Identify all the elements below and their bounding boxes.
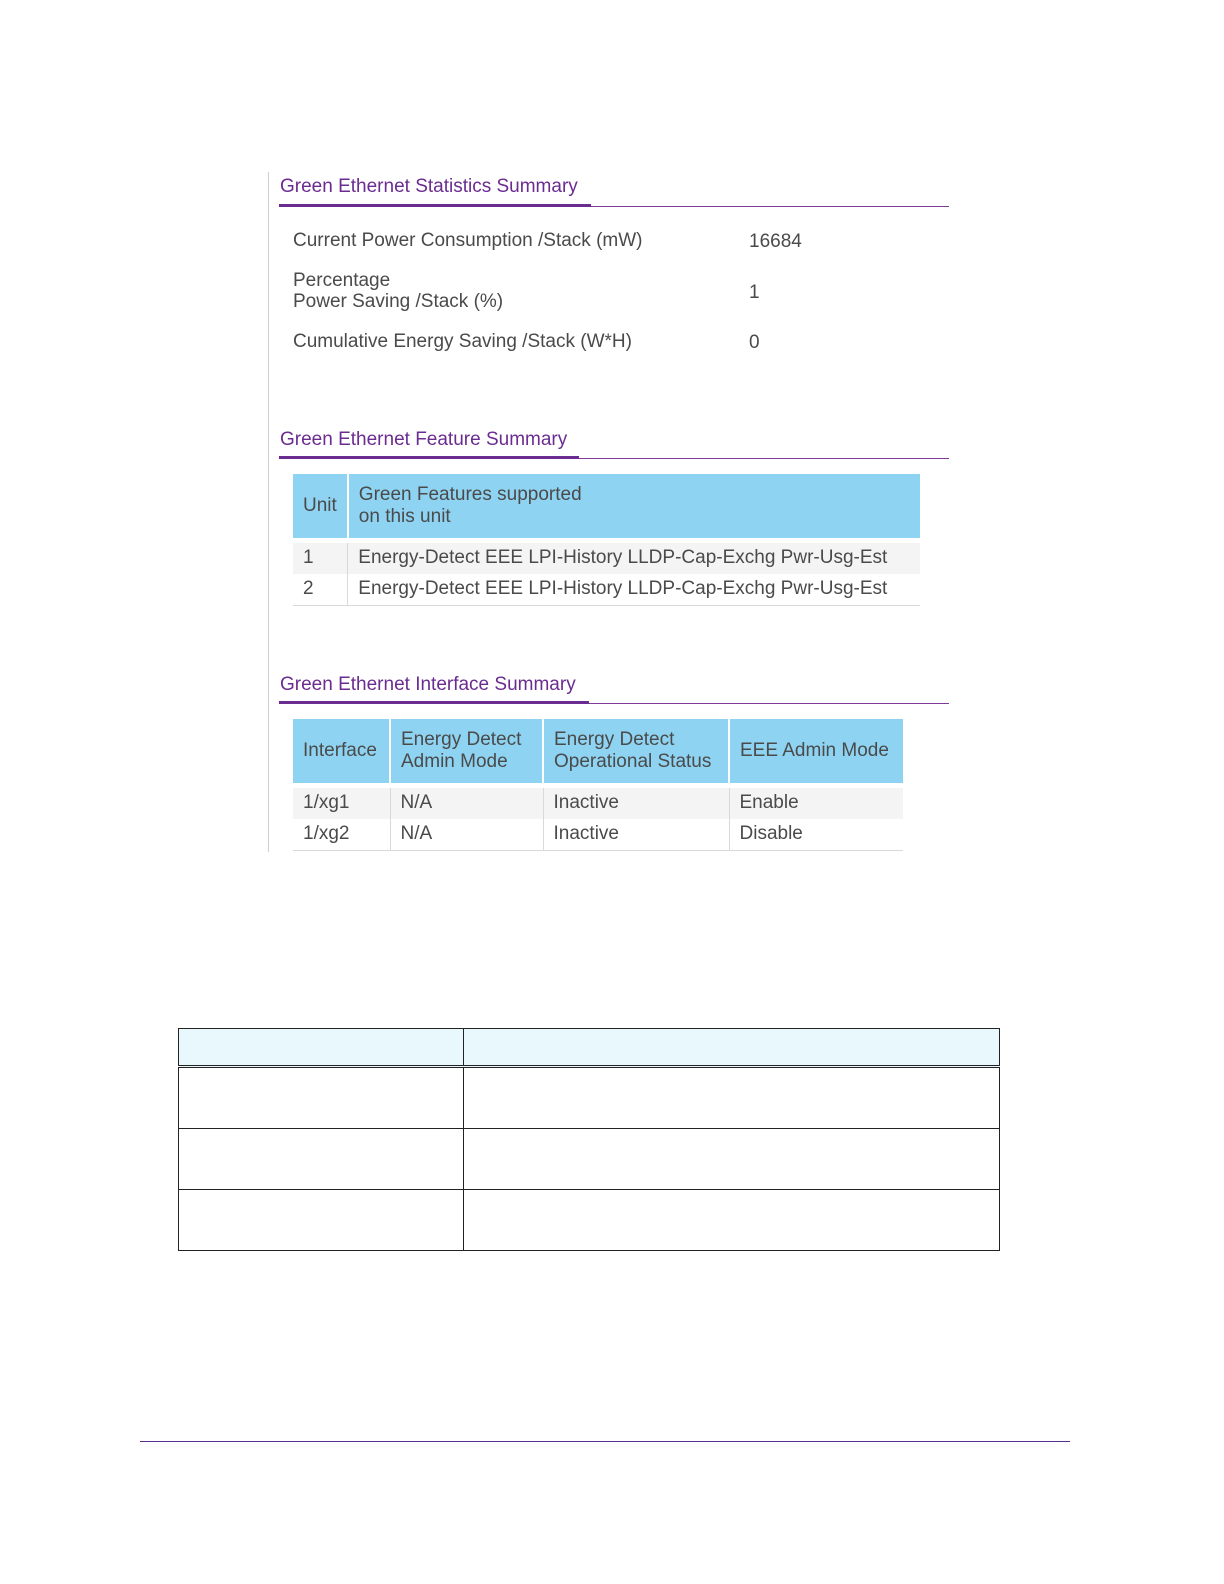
description-text-cell bbox=[464, 1190, 1000, 1251]
current-power-consumption-label: Current Power Consumption /Stack (mW) bbox=[293, 230, 643, 251]
table-row bbox=[293, 540, 920, 574]
cumulative-energy-saving-label: Cumulative Energy Saving /Stack (W*H) bbox=[293, 331, 632, 352]
eee-admin-cell: Enable bbox=[729, 785, 903, 819]
features-column-header bbox=[348, 474, 920, 540]
description-table bbox=[178, 1028, 1000, 1251]
description-field-cell bbox=[179, 1190, 464, 1251]
footer-rule bbox=[140, 1441, 1070, 1442]
ed-oper-cell: Inactive bbox=[543, 785, 729, 819]
interface-summary-title: Green Ethernet Interface Summary bbox=[280, 674, 576, 695]
ed-admin-cell: N/A bbox=[390, 819, 543, 851]
ed-oper-cell: Inactive bbox=[543, 819, 729, 851]
percentage-power-saving-label-line1: Percentage bbox=[293, 270, 391, 291]
feature-summary-title: Green Ethernet Feature Summary bbox=[280, 429, 568, 450]
feature-summary-table bbox=[293, 474, 920, 606]
percentage-power-saving-label bbox=[293, 270, 503, 312]
description-text-cell bbox=[464, 1067, 1000, 1129]
unit-cell: 2 bbox=[293, 574, 348, 606]
interface-summary-rule bbox=[279, 703, 949, 704]
feature-summary-rule bbox=[279, 458, 949, 459]
ed-admin-cell: N/A bbox=[390, 785, 543, 819]
ed-oper-header-line2: Operational Status bbox=[554, 750, 712, 772]
ed-admin-header-line2: Admin Mode bbox=[401, 750, 508, 772]
features-cell: Energy-Detect EEE LPI-History LLDP-Cap-Exchg Pwr-Usg-Est bbox=[348, 574, 920, 606]
table-row bbox=[179, 1190, 1000, 1251]
eee-admin-column-header: EEE Admin Mode bbox=[729, 719, 903, 785]
ed-oper-header-line1: Energy Detect bbox=[554, 728, 675, 750]
interface-summary-table bbox=[293, 719, 903, 851]
ed-admin-header-line1: Energy Detect bbox=[401, 728, 522, 750]
percentage-power-saving-value: 1 bbox=[749, 282, 760, 303]
percentage-power-saving-label-line2: Power Saving /Stack (%) bbox=[293, 291, 504, 312]
features-header-line2: on this unit bbox=[358, 505, 451, 527]
current-power-consumption-value: 16684 bbox=[749, 231, 802, 252]
description-table-header-field bbox=[179, 1029, 464, 1067]
eee-admin-cell: Disable bbox=[729, 819, 903, 851]
green-ethernet-summary-screenshot bbox=[268, 172, 959, 852]
description-field-cell bbox=[179, 1129, 464, 1190]
table-row bbox=[293, 574, 920, 606]
ed-admin-column-header bbox=[390, 719, 543, 785]
unit-cell: 1 bbox=[293, 540, 348, 574]
features-header-line1: Green Features supported bbox=[358, 483, 582, 505]
statistics-summary-rule bbox=[279, 206, 949, 207]
description-table-header-description bbox=[464, 1029, 1000, 1067]
interface-cell: 1/xg2 bbox=[293, 819, 390, 851]
table-row bbox=[179, 1067, 1000, 1129]
table-row bbox=[293, 819, 903, 851]
statistics-summary-title: Green Ethernet Statistics Summary bbox=[280, 176, 578, 197]
table-row bbox=[179, 1129, 1000, 1190]
description-text-cell bbox=[464, 1129, 1000, 1190]
interface-column-header: Interface bbox=[293, 719, 390, 785]
cumulative-energy-saving-value: 0 bbox=[749, 332, 760, 353]
ed-oper-column-header bbox=[543, 719, 729, 785]
unit-column-header: Unit bbox=[293, 474, 348, 540]
table-row bbox=[293, 785, 903, 819]
description-field-cell bbox=[179, 1067, 464, 1129]
interface-cell: 1/xg1 bbox=[293, 785, 390, 819]
features-cell: Energy-Detect EEE LPI-History LLDP-Cap-Exchg Pwr-Usg-Est bbox=[348, 540, 920, 574]
